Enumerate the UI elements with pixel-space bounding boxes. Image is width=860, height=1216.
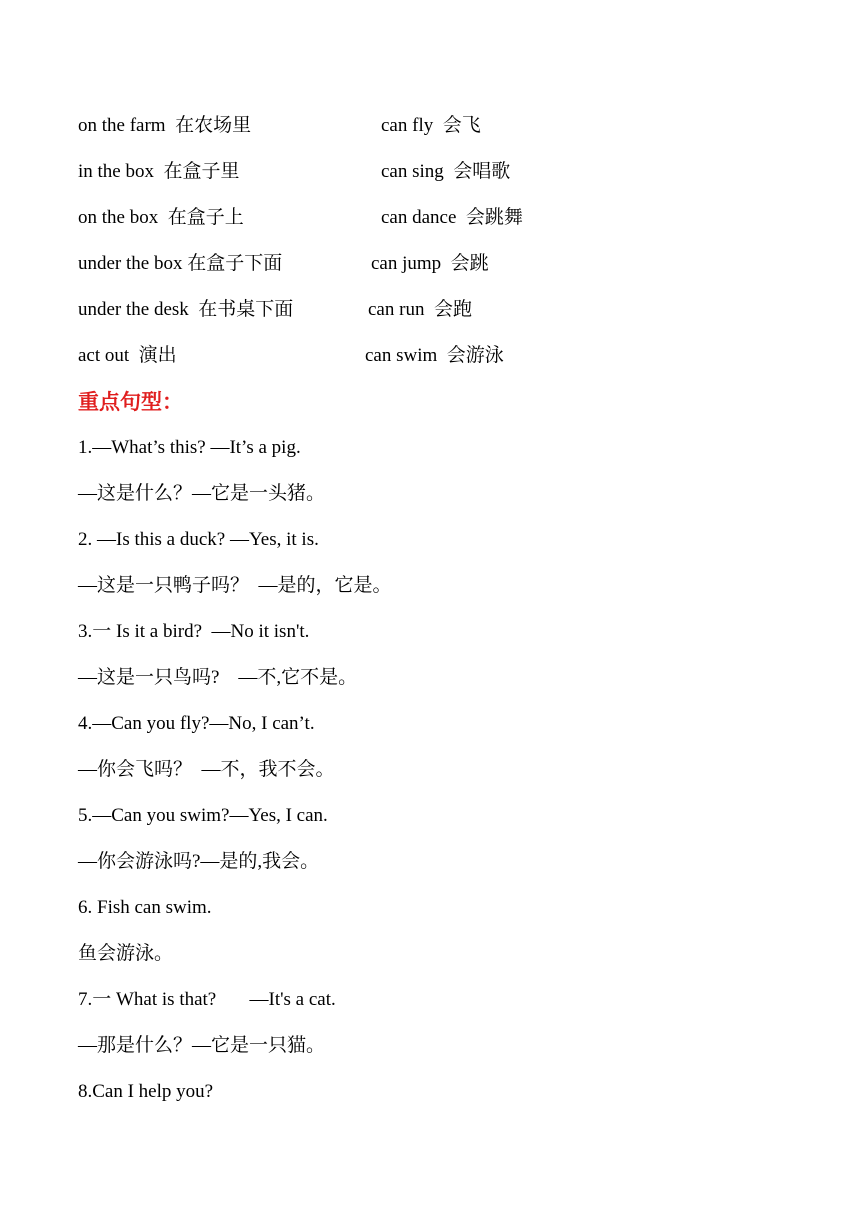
- sentence-2-zh: —这是一只鸭子吗？ —是的，它是。: [78, 575, 392, 596]
- vocab-left-2: in the box 在盒子里: [78, 161, 240, 182]
- sentence-6-en: 6. Fish can swim.: [78, 897, 212, 918]
- vocab-right-4: can jump 会跳: [371, 253, 489, 274]
- sentence-2-en: 2. —Is this a duck? —Yes, it is.: [78, 529, 319, 550]
- vocab-right-3: can dance 会跳舞: [381, 207, 523, 228]
- vocab-right-6: can swim 会游泳: [365, 345, 504, 366]
- vocab-left-5: under the desk 在书桌下面: [78, 299, 294, 320]
- vocab-right-5: can run 会跑: [368, 299, 472, 320]
- vocab-left-4: under the box 在盒子下面: [78, 253, 283, 274]
- section-heading: 重点句型：: [78, 390, 183, 414]
- vocab-left-6: act out 演出: [78, 345, 177, 366]
- sentence-4-en: 4.—Can you fly?—No, I can’t.: [78, 713, 315, 734]
- vocab-right-2: can sing 会唱歌: [381, 161, 511, 182]
- sentence-6-zh: 鱼会游泳。: [78, 943, 174, 964]
- sentence-1-en: 1.—What’s this? —It’s a pig.: [78, 437, 301, 458]
- vocab-right-1: can fly 会飞: [381, 115, 481, 136]
- sentence-5-en: 5.—Can you swim?—Yes, I can.: [78, 805, 328, 826]
- sentence-8-en: 8.Can I help you?: [78, 1081, 214, 1102]
- sentence-7-en: 7.一 What is that? —It's a cat.: [78, 989, 336, 1010]
- vocab-left-3: on the box 在盒子上: [78, 207, 244, 228]
- vocab-left-1: on the farm 在农场里: [78, 115, 252, 136]
- sentence-7-zh: —那是什么？—它是一只猫。: [78, 1035, 326, 1056]
- sentence-4-zh: —你会飞吗？ —不，我不会。: [78, 759, 335, 780]
- sentence-1-zh: —这是什么？—它是一头猪。: [78, 483, 326, 504]
- sentence-5-zh: —你会游泳吗?—是的,我会。: [78, 851, 320, 872]
- sentence-3-zh: —这是一只鸟吗? —不,它不是。: [78, 667, 358, 688]
- sentence-3-en: 3.一 Is it a bird? —No it isn't.: [78, 621, 310, 642]
